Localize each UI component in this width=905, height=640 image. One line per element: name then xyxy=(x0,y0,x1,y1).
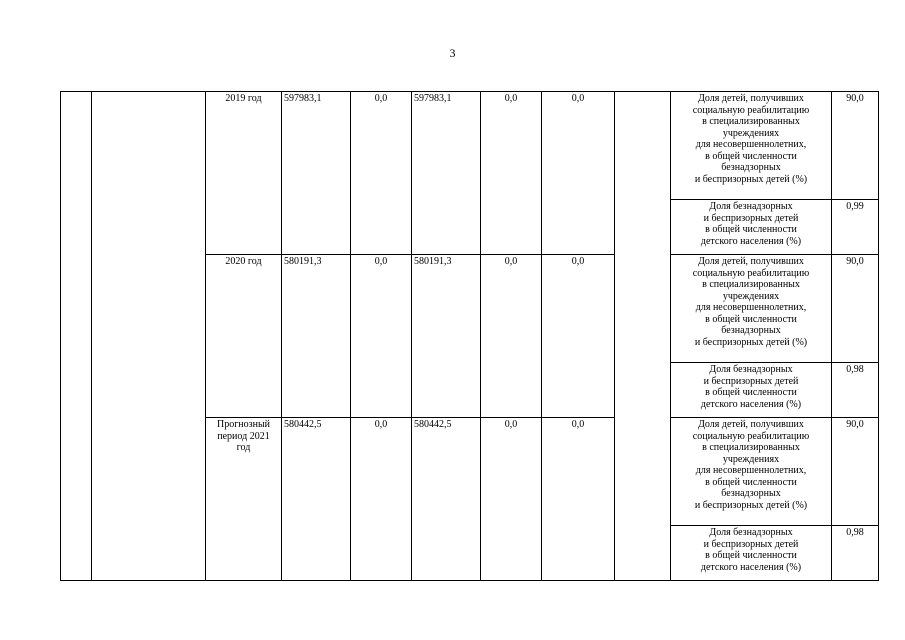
budget-indicators-table xyxy=(60,91,879,581)
indicator-value: 0,98 xyxy=(832,526,879,581)
amount-cell: 0,0 xyxy=(481,418,542,581)
indicator-text: Доля безнадзорных и беспризорных детей в общей численности детского населения (%) xyxy=(671,526,832,581)
amount-cell: 0,0 xyxy=(351,92,412,255)
indicator-value: 90,0 xyxy=(832,255,879,363)
indicator-text: Доля детей, получивших социальную реабилитацию в специализированных учреждениях для несовершеннолетних, в общей численности безнадзорных и беспризорных детей (%) xyxy=(671,418,832,526)
amount-cell: 580442,5 xyxy=(412,418,481,581)
indicator-text: Доля детей, получивших социальную реабилитацию в специализированных учреждениях для несовершеннолетних, в общей численности безнадзорных и беспризорных детей (%) xyxy=(671,92,832,200)
indicator-value: 0,99 xyxy=(832,200,879,255)
amount-cell: 0,0 xyxy=(542,92,615,255)
indicator-value: 90,0 xyxy=(832,418,879,526)
amount-cell: 0,0 xyxy=(542,255,615,418)
blank-cell-name xyxy=(92,92,206,581)
page-number: 3 xyxy=(449,46,456,60)
amount-cell: 597983,1 xyxy=(412,92,481,255)
amount-cell: 580191,3 xyxy=(412,255,481,418)
period-cell: 2020 год xyxy=(206,255,282,418)
period-cell: Прогнозный период 2021 год xyxy=(206,418,282,581)
blank-cell-executor xyxy=(615,92,671,581)
total-cell: 580442,5 xyxy=(282,418,351,581)
amount-cell: 0,0 xyxy=(481,255,542,418)
indicator-value: 0,98 xyxy=(832,363,879,418)
indicator-text: Доля безнадзорных и беспризорных детей в общей численности детского населения (%) xyxy=(671,200,832,255)
total-cell: 580191,3 xyxy=(282,255,351,418)
amount-cell: 0,0 xyxy=(351,255,412,418)
table-row xyxy=(61,92,879,200)
indicator-value: 90,0 xyxy=(832,92,879,200)
indicator-text: Доля детей, получивших социальную реабилитацию в специализированных учреждениях для несовершеннолетних, в общей численности безнадзорных и беспризорных детей (%) xyxy=(671,255,832,363)
amount-cell: 0,0 xyxy=(481,92,542,255)
amount-cell: 0,0 xyxy=(351,418,412,581)
indicator-text: Доля безнадзорных и беспризорных детей в общей численности детского населения (%) xyxy=(671,363,832,418)
blank-cell-number xyxy=(61,92,92,581)
period-cell: 2019 год xyxy=(206,92,282,255)
total-cell: 597983,1 xyxy=(282,92,351,255)
amount-cell: 0,0 xyxy=(542,418,615,581)
